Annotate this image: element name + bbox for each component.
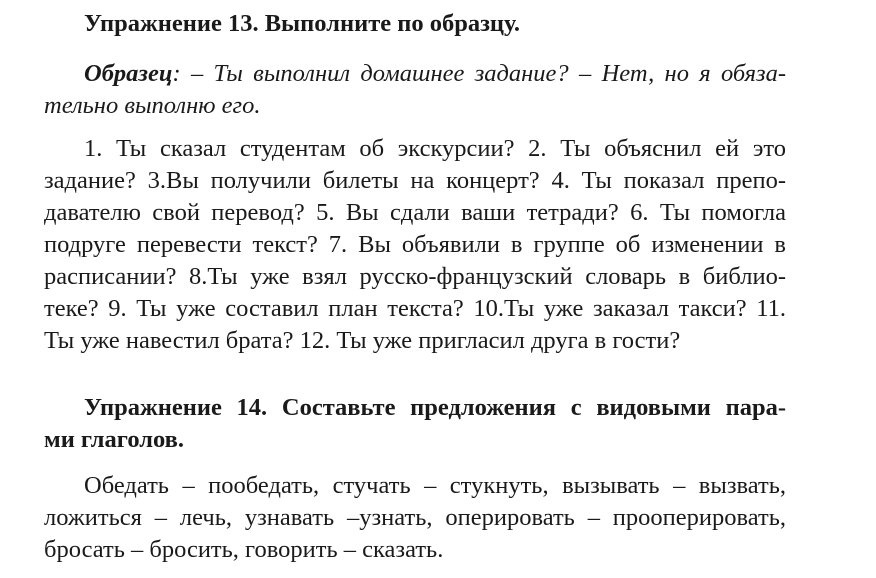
exercise-14-line: бросать – бросить, говорить – сказать. — [44, 536, 444, 563]
exercise-13-heading — [44, 8, 786, 40]
exercise-13-line: давателю свой перевод? 5. Вы сдали ваши тетради? 6. Ты помогла — [44, 199, 786, 226]
exercise-13-line: расписании? 8.Ты уже взял русско-французский словарь в библио- — [44, 263, 786, 290]
sample-label: Образец — [84, 60, 173, 87]
exercise-13-body — [44, 133, 786, 357]
exercise-13-line: 1. Ты сказал студентам об экскурсии? 2. Ты объяснил ей это — [84, 135, 786, 162]
exercise-14-line: ложиться – лечь, узнавать –узнать, оперировать – прооперировать, — [44, 504, 786, 531]
exercise-13-line: Ты уже навестил брата? 12. Ты уже пригласил друга в гости? — [44, 327, 681, 354]
exercise-14-title-line-2: ми глаголов. — [44, 426, 184, 453]
sample-text-1: : – Ты выполнил домашнее задание? – Нет, но я обяза- — [172, 60, 786, 87]
exercise-13-title: Упражнение 13. Выполните по образцу. — [84, 10, 520, 37]
exercise-13-line: задание? 3.Вы получили билеты на концерт? 4. Ты показал препо- — [44, 167, 786, 194]
sample-block — [44, 58, 786, 122]
exercise-14-body — [44, 470, 786, 566]
exercise-14-title-line-1: Упражнение 14. Составьте предложения с видовыми пара- — [84, 394, 786, 421]
sample-line-1 — [44, 58, 786, 90]
sample-line-2: тельно выполню его. — [44, 92, 261, 119]
exercise-13-line: подруге перевести текст? 7. Вы объявили в группе об изменении в — [44, 231, 786, 258]
exercise-14-heading — [44, 392, 786, 456]
exercise-13-line: теке? 9. Ты уже составил план текста? 10.Ты уже заказал такси? 11. — [44, 295, 786, 322]
exercise-14-line: Обедать – пообедать, стучать – стукнуть, вызывать – вызвать, — [84, 472, 786, 499]
